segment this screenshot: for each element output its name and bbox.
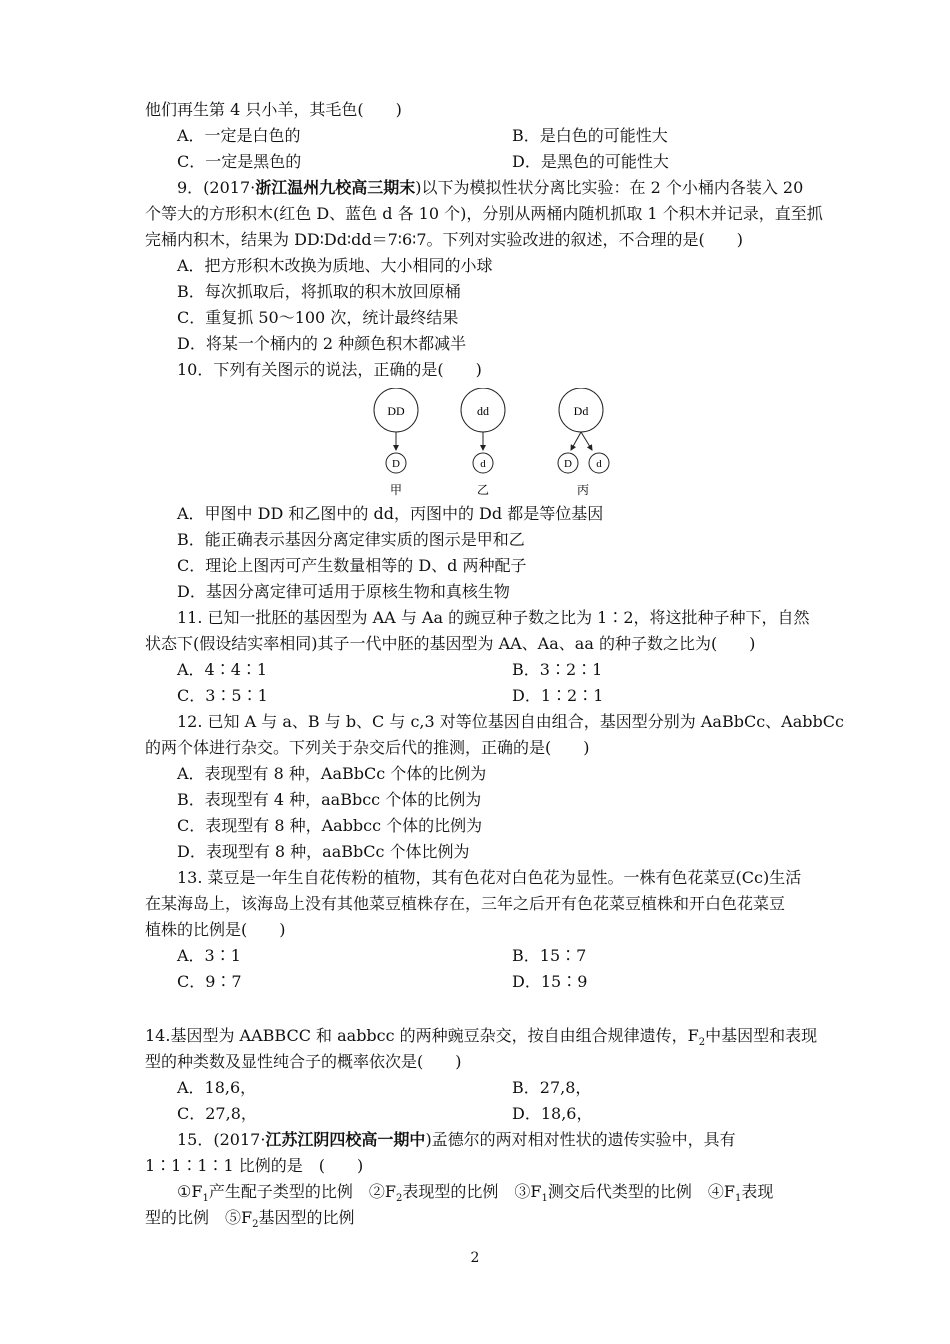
q13-option-b: B．15∶7 (512, 946, 587, 965)
q14-line1-sub: 2 (698, 1037, 706, 1049)
q14-stem-line2: 型的种类数及显性纯合子的概率依次是( ) (145, 1052, 462, 1071)
q15-item-1: $①F_1$产生配子类型的比例 (177, 1182, 353, 1205)
diagram-bing (558, 388, 609, 497)
q8-option-d: D．是黑色的可能性大 (512, 152, 669, 171)
page-number: 2 (470, 1250, 480, 1266)
q11-option-c: C．3∶5∶1 (177, 686, 268, 705)
q10-option-b: B．能正确表示基因分离定律实质的图示是甲和乙 (177, 530, 525, 549)
q15-items-line (177, 1182, 774, 1205)
q13-stem-line2: 在某海岛上，该海岛上没有其他菜豆植株存在，三年之后开有色花菜豆植株和开白色花菜豆 (145, 894, 786, 913)
q15-number: 15．(2017· (177, 1130, 266, 1149)
q14-option-d: D．18,6， (512, 1104, 593, 1123)
q13-option-d: D．15∶9 (512, 972, 588, 991)
q8-option-c: C．一定是黑色的 (177, 152, 302, 171)
q12-option-b: B．表现型有 4 种，aaBbcc 个体的比例为 (177, 790, 482, 809)
q9-option-b: B．每次抓取后，将抓取的积木放回原桶 (177, 282, 461, 301)
q15-item-3: $③F_1$测交后代类型的比例 (514, 1182, 692, 1205)
q12-option-d: D．表现型有 8 种，aaBbCc 个体比例为 (177, 842, 470, 861)
q9-number: 9．(2017· (177, 178, 256, 197)
q14-stem-line1 (145, 1026, 818, 1049)
bing-child2-label: d (596, 458, 602, 470)
q14-line1-a: 14.基因型为 AABBCC 和 aabbcc 的两种豌豆杂交，按自由组合规律遗传，F (145, 1026, 699, 1045)
q15-items-line2: 型的比例 $⑤F_2$基因型的比例 (145, 1208, 355, 1231)
q11-option-a: A．4∶4∶1 (177, 660, 268, 679)
q10-option-c: C．理论上图丙可产生数量相等的 D、d 两种配子 (177, 556, 527, 575)
q12-option-c: C．表现型有 8 种，Aabbcc 个体的比例为 (177, 816, 483, 835)
q12-stem-line1: 12. 已知 A 与 a、B 与 b、C 与 c,3 对等位基因自由组合，基因型分别为 AaBbCc、AabbCc (177, 712, 844, 731)
q14-option-a: A．18,6， (177, 1078, 257, 1097)
q11-option-b: B．3∶2∶1 (512, 660, 603, 679)
diagram-yi (461, 388, 505, 497)
q12-stem-line2: 的两个体进行杂交。下列关于杂交后代的推测，正确的是( ) (145, 738, 590, 757)
q14-option-b: B．27,8， (512, 1078, 592, 1097)
yi-label: 乙 (476, 483, 490, 497)
q9-source: 浙江温州九校高三期末 (255, 178, 416, 197)
q10-stem: 10．下列有关图示的说法，正确的是( ) (177, 360, 482, 379)
q15-item-2: $②F_2$表现型的比例 (368, 1182, 499, 1205)
yi-child-label: d (480, 458, 486, 470)
q13-stem-line1: 13. 菜豆是一年生自花传粉的植物，其有色花对白色花为显性。一株有色花菜豆(Cc)生活 (177, 868, 802, 887)
bing-label: 丙 (576, 483, 590, 497)
jia-label: 甲 (389, 483, 403, 497)
q15-item-4: $④F_1$表现 (707, 1182, 774, 1205)
yi-parent-label: dd (477, 404, 489, 418)
jia-child-label: D (392, 458, 400, 470)
q10-option-d: D．基因分离定律可适用于原核生物和真核生物 (177, 582, 510, 601)
q11-stem-line2: 状态下(假设结实率相同)其子一代中胚的基因型为 AA、Aa、aa 的种子数之比为( ) (145, 634, 756, 653)
q15-source: 江苏江阴四校高一期中 (265, 1130, 426, 1149)
gene-segregation-diagram (370, 388, 620, 500)
bing-parent-label: Dd (573, 404, 589, 418)
bing-arrow-left (571, 432, 581, 450)
q9-line1-rest: )以下为模拟性状分离比实验：在 2 个小桶内各装入 20 (415, 178, 804, 197)
q9-stem-line2: 个等大的方形积木(红色 D、蓝色 d 各 10 个)，分别从两桶内随机抓取 1 个积木并记录，直至抓 (145, 204, 823, 223)
q15-stem-line1 (177, 1130, 736, 1150)
q12-option-a: A．表现型有 8 种，AaBbCc 个体的比例为 (177, 764, 487, 783)
q9-option-c: C．重复抓 50～100 次，统计最终结果 (177, 308, 459, 327)
q11-option-d: D．1∶2∶1 (512, 686, 604, 705)
q15-stem-line2: 1∶1∶1∶1 比例的是 ( ) (145, 1156, 364, 1175)
q8-stem: 他们再生第 4 只小羊，其毛色( ) (145, 100, 402, 119)
q9-option-d: D．将某一个桶内的 2 种颜色积木都减半 (177, 334, 467, 353)
q14-option-c: C．27,8， (177, 1104, 257, 1123)
q13-option-a: A．3∶1 (177, 946, 241, 965)
q8-option-a: A．一定是白色的 (177, 126, 301, 145)
q9-stem-line1 (177, 178, 803, 198)
q9-stem-line3: 完桶内积木，结果为 DD∶Dd∶dd＝7∶6∶7。下列对实验改进的叙述，不合理的是( ) (145, 230, 743, 249)
q13-option-c: C．9∶7 (177, 972, 242, 991)
q9-option-a: A．把方形积木改换为质地、大小相同的小球 (177, 256, 493, 275)
q10-option-a: A．甲图中 DD 和乙图中的 dd，丙图中的 Dd 都是等位基因 (177, 504, 604, 523)
bing-arrow-right (581, 432, 592, 450)
bing-child1-label: D (564, 458, 572, 470)
q11-stem-line1: 11. 已知一批胚的基因型为 AA 与 Aa 的豌豆种子数之比为 1∶2，将这批种子种下，自然 (177, 608, 810, 627)
q13-stem-line3: 植株的比例是( ) (145, 920, 286, 939)
q14-line1-b: 中基因型和表现 (705, 1026, 818, 1045)
jia-parent-label: DD (387, 404, 405, 418)
diagram-jia (374, 388, 418, 497)
q15-line1-rest: )孟德尔的两对相对性状的遗传实验中，具有 (425, 1130, 736, 1149)
q8-option-b: B．是白色的可能性大 (512, 126, 668, 145)
